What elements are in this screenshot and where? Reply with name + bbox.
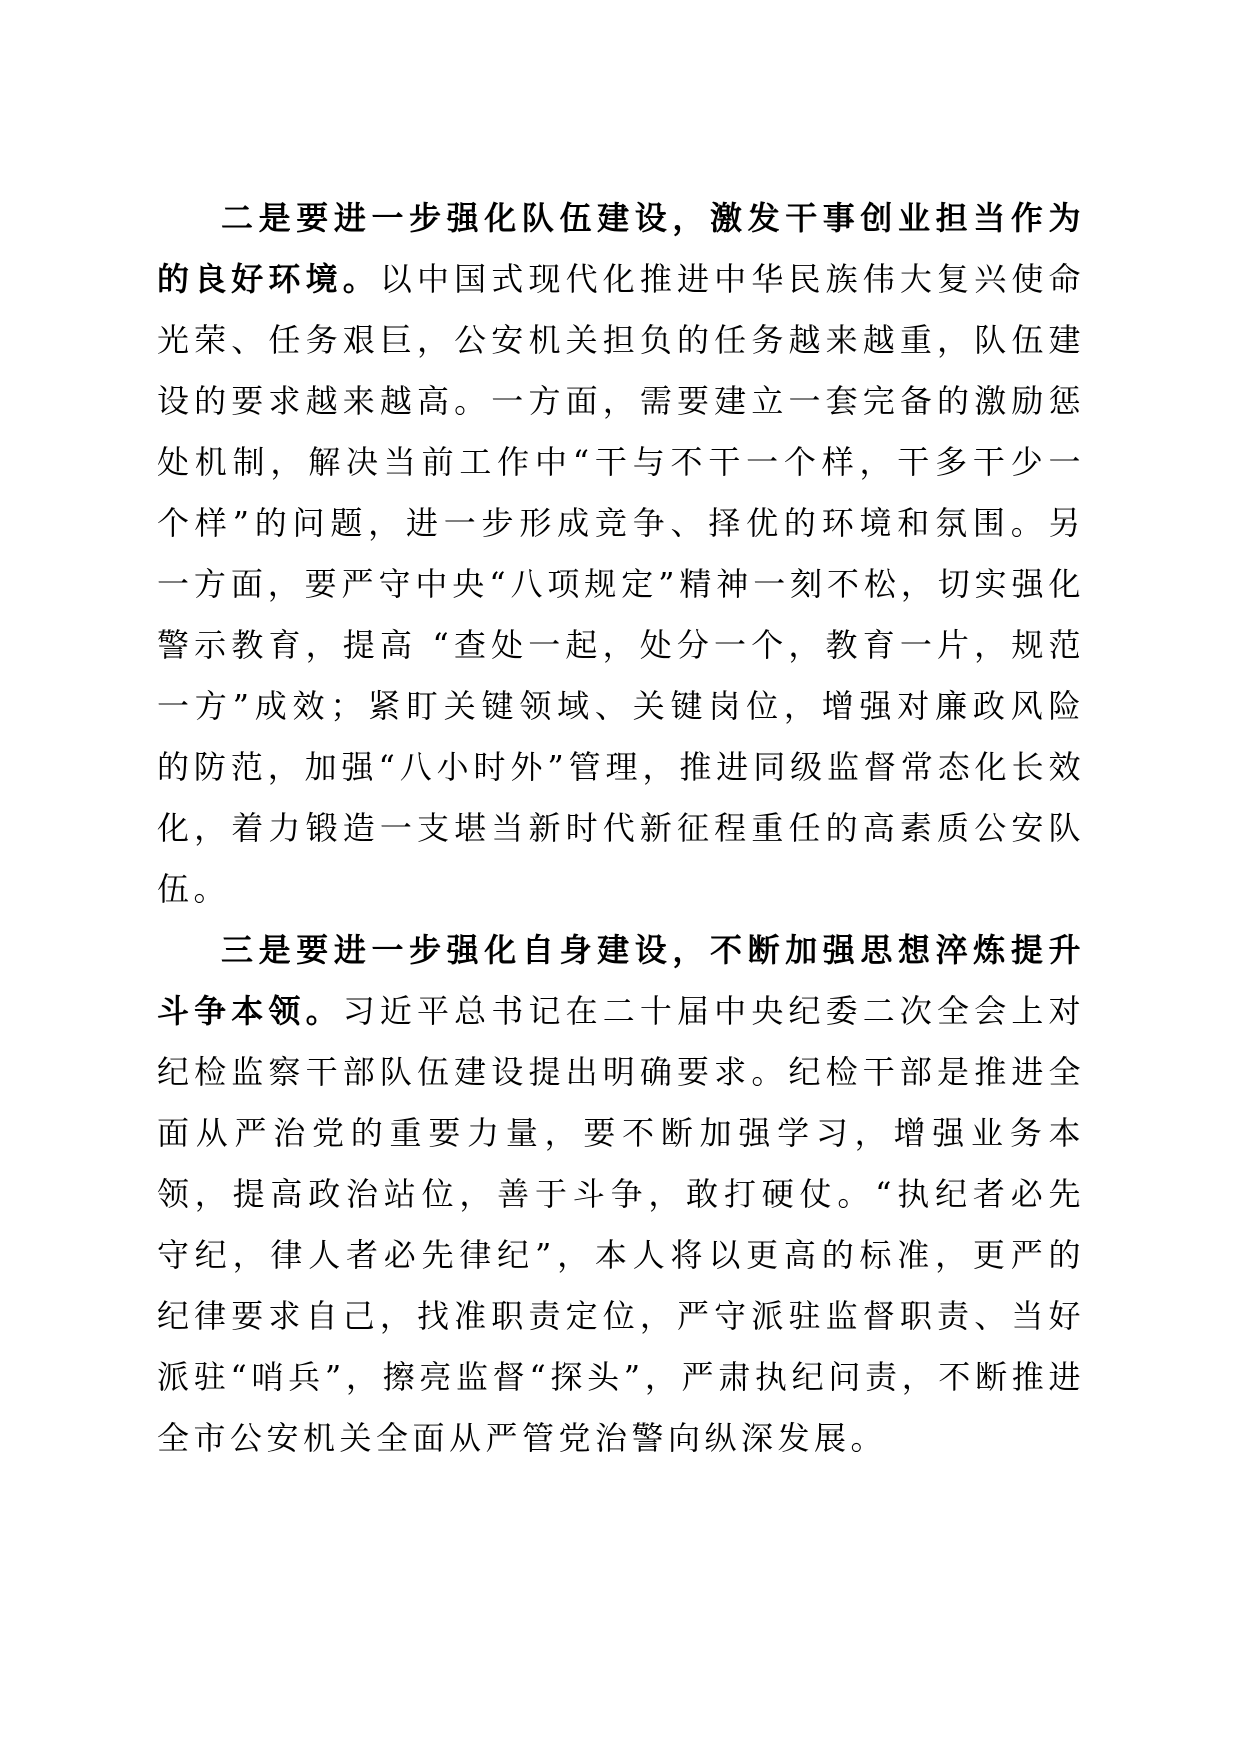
paragraph-text: 习近平总书记在二十届中央纪委二次全会上对纪检监察干部队伍建设提出明确要求。纪检干部是推进全面从严治党的重要力量，要不断加强学习，增强业务本领，提高政治站位，善于斗争，敢打硬仗。“执纪者必先守纪，律人者必先律纪”，本人将以更高的标准，更严的纪律要求自己，找准职责定位，严守派驻监督职责、当好派驻“哨兵”，擦亮监督“探头”，严肃执纪问责，不断推进全市公安机关全面从严管党治警向纵深发展。 (157, 992, 1085, 1457)
paragraph-team-building (157, 188, 1085, 920)
paragraph-self-building (157, 920, 1085, 1469)
paragraph-heading: 二是要进一步强化队伍建设，激发干事创业担当作为的良好环境。 (157, 199, 1085, 298)
paragraph-heading: 三是要进一步强化自身建设，不断加强思想淬炼提升斗争本领。 (157, 931, 1085, 1030)
document-body (157, 188, 1085, 1469)
paragraph-text: 以中国式现代化推进中华民族伟大复兴使命光荣、任务艰巨，公安机关担负的任务越来越重，队伍建设的要求越来越高。一方面，需要建立一套完备的激励惩处机制，解决当前工作中“干与不干一个样，干多干少一个样”的问题，进一步形成竞争、择优的环境和氛围。另一方面，要严守中央“八项规定”精神一刻不松，切实强化警示教育，提高 “查处一起，处分一个，教育一片，规范一方”成效；紧盯关键领域、关键岗位，增强对廉政风险的防范，加强“八小时外”管理，推进同级监督常态化长效化，着力锻造一支堪当新时代新征程重任的高素质公安队伍。 (157, 260, 1085, 908)
